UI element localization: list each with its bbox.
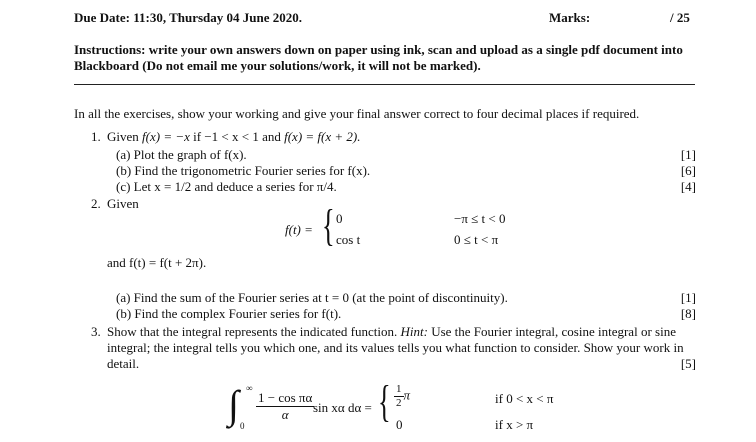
- q2-case2-value: cos t: [336, 232, 361, 247]
- q3-line-1: Show that the integral represents the indicated function. Hint: Use the Fourier integral, cosine integral or sine: [107, 324, 676, 339]
- q2-stem: Given: [107, 196, 139, 211]
- q2-part-a-mark: [1]: [680, 290, 696, 305]
- q2-case1-value: 0: [336, 211, 343, 226]
- q2-case2-condition: 0 ≤ t < π: [454, 232, 499, 247]
- q1-part-a: (a) Plot the graph of f(x).: [116, 147, 247, 162]
- integrand-rest: sin xα dα =: [313, 400, 372, 415]
- q3-case2-condition: if x > π: [495, 417, 534, 432]
- q2-periodicity: and f(t) = f(t + 2π).: [107, 255, 207, 270]
- instructions-line-2: Blackboard (Do not email me your solutions/work, it will not be marked).: [74, 58, 481, 73]
- due-date: Due Date: 11:30, Thursday 04 June 2020.: [74, 10, 303, 25]
- q3-mark: [5]: [680, 356, 696, 371]
- q2-part-b: (b) Find the complex Fourier series for f(t).: [116, 306, 342, 321]
- integrand-fraction: [256, 390, 314, 422]
- q3-case1-condition: if 0 < x < π: [495, 391, 554, 406]
- q1-part-a-mark: [1]: [680, 147, 696, 162]
- q2-part-b-mark: [8]: [680, 306, 696, 321]
- header-rule: [74, 84, 695, 85]
- q1-stem: Given f(x) = −x if −1 < x < 1 and f(x) = f(x + 2).: [107, 129, 361, 144]
- q2-f-lhs: f(t) =: [285, 222, 313, 237]
- q1-part-b: (b) Find the trigonometric Fourier series for f(x).: [116, 163, 371, 178]
- intro-text: In all the exercises, show your working and give your final answer correct to four decimal places if required.: [74, 106, 640, 121]
- q3-line-3: detail.: [107, 356, 140, 371]
- integral-sign: ∫: [228, 382, 239, 427]
- fraction-denominator: α: [281, 406, 289, 422]
- q1-part-c: (c) Let x = 1/2 and deduce a series for π/4.: [116, 179, 337, 194]
- q1-part-b-mark: [6]: [680, 163, 696, 178]
- q2-case1-condition: −π ≤ t < 0: [454, 211, 506, 226]
- q2-number: 2.: [91, 196, 101, 211]
- integral-lower-limit: 0: [240, 421, 245, 431]
- q2-brace: {: [322, 201, 335, 250]
- q3-brace: {: [378, 377, 391, 426]
- q1-part-c-mark: [4]: [680, 179, 696, 194]
- q2-part-a: (a) Find the sum of the Fourier series at t = 0 (at the point of discontinuity).: [116, 290, 508, 305]
- q1-number: 1.: [91, 129, 101, 144]
- marks-label: Marks:: [549, 10, 591, 25]
- q3-number: 3.: [91, 324, 101, 339]
- q3-case2-value: 0: [396, 417, 403, 432]
- q3-line-2: integral; the integral tells you which one, and its values tells you what function to consider. Show your work in: [107, 340, 684, 355]
- q3-case1-value: $\frac{1}{2}$ π: [396, 383, 411, 410]
- instructions-line-1: Instructions: write your own answers down on paper using ink, scan and upload as a single pdf document into: [74, 42, 683, 57]
- fraction-numerator: 1 − cos πα: [258, 390, 313, 405]
- marks-total: / 25: [670, 10, 690, 25]
- integral-upper-limit: ∞: [246, 383, 253, 393]
